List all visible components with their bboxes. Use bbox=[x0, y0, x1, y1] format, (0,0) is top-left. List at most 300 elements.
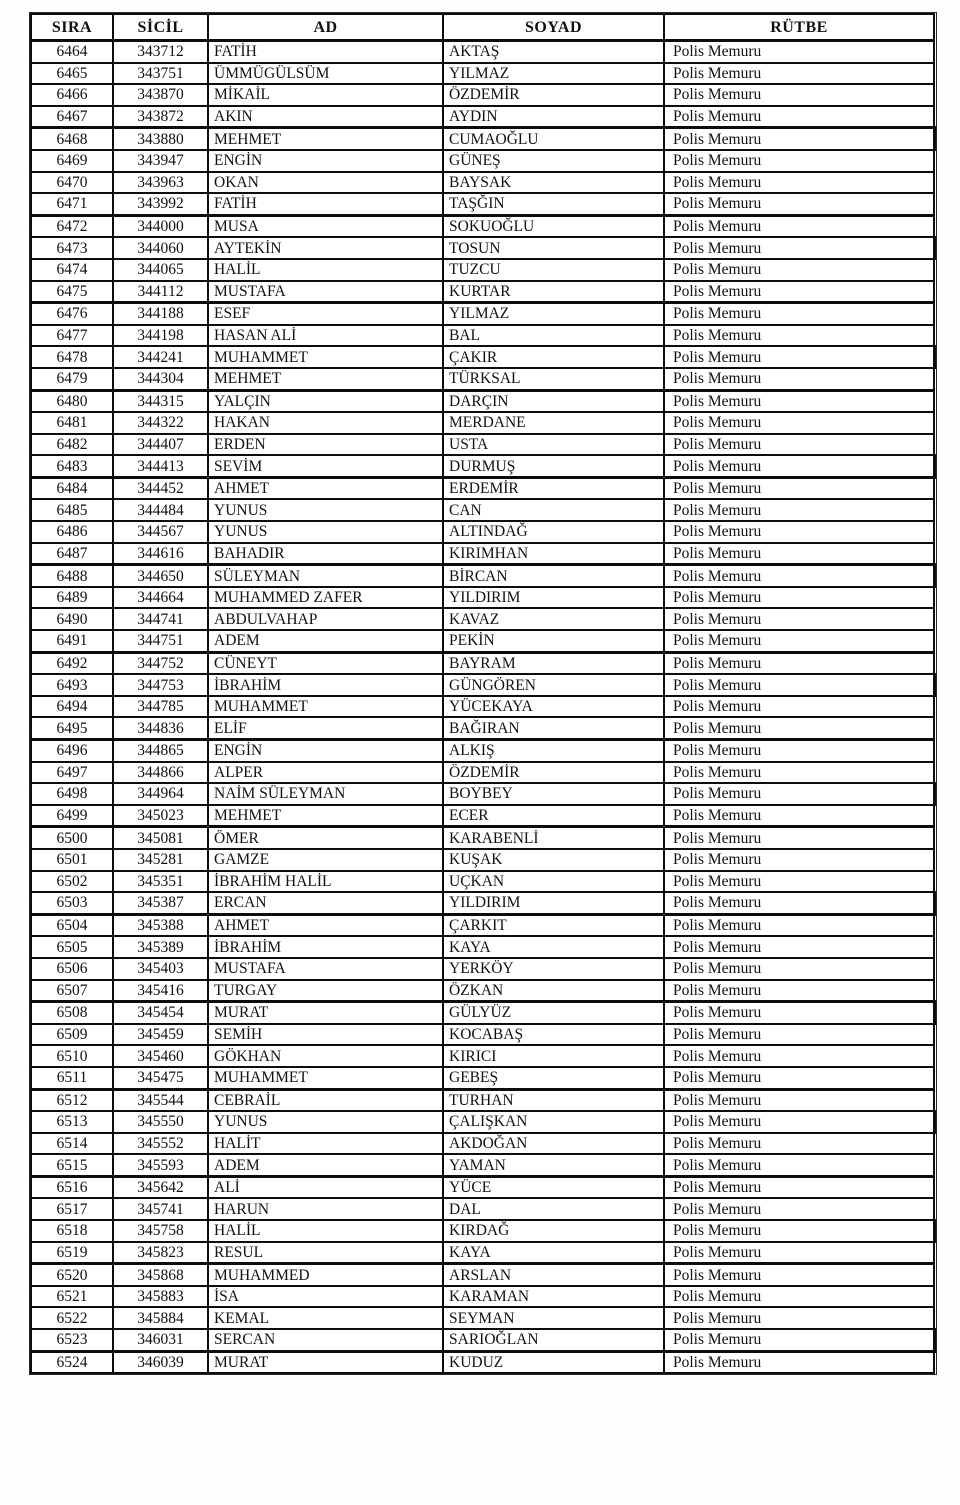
cell-ad: ABDULVAHAP bbox=[208, 608, 443, 630]
cell-sicil: 345883 bbox=[113, 1286, 208, 1308]
cell-rutbe: Polis Memuru bbox=[664, 346, 934, 368]
cell-soyad: TOSUN bbox=[443, 237, 664, 259]
table-row bbox=[31, 696, 934, 718]
cell-soyad: YILDIRIM bbox=[443, 587, 664, 609]
table-row bbox=[31, 1045, 934, 1067]
cell-sicil: 345544 bbox=[113, 1089, 208, 1111]
cell-ad: HALİL bbox=[208, 259, 443, 281]
cell-sira: 6500 bbox=[31, 827, 113, 849]
cell-soyad: KAVAZ bbox=[443, 608, 664, 630]
table-row bbox=[31, 1198, 934, 1220]
cell-soyad: KUŞAK bbox=[443, 849, 664, 871]
cell-rutbe: Polis Memuru bbox=[664, 1286, 934, 1308]
cell-soyad: USTA bbox=[443, 434, 664, 456]
cell-rutbe: Polis Memuru bbox=[664, 193, 934, 215]
cell-ad: SEVİM bbox=[208, 455, 443, 477]
cell-ad: MUHAMMET bbox=[208, 696, 443, 718]
personnel-roster-table bbox=[30, 13, 936, 1374]
cell-sicil: 345387 bbox=[113, 892, 208, 914]
table-row bbox=[31, 346, 934, 368]
cell-sira: 6489 bbox=[31, 587, 113, 609]
table-row bbox=[31, 1067, 934, 1089]
cell-rutbe: Polis Memuru bbox=[664, 1024, 934, 1046]
cell-rutbe: Polis Memuru bbox=[664, 1111, 934, 1133]
cell-sicil: 344065 bbox=[113, 259, 208, 281]
cell-sicil: 345550 bbox=[113, 1111, 208, 1133]
cell-sicil: 344188 bbox=[113, 303, 208, 325]
cell-sicil: 346031 bbox=[113, 1329, 208, 1351]
cell-sicil: 345475 bbox=[113, 1067, 208, 1089]
cell-sira: 6513 bbox=[31, 1111, 113, 1133]
cell-sicil: 345593 bbox=[113, 1154, 208, 1176]
cell-sicil: 344198 bbox=[113, 325, 208, 347]
cell-sira: 6516 bbox=[31, 1176, 113, 1198]
cell-rutbe: Polis Memuru bbox=[664, 172, 934, 194]
cell-ad: ÜMMÜGÜLSÜM bbox=[208, 63, 443, 85]
cell-soyad: KOCABAŞ bbox=[443, 1024, 664, 1046]
cell-ad: TURGAY bbox=[208, 980, 443, 1002]
cell-rutbe: Polis Memuru bbox=[664, 1329, 934, 1351]
table-row bbox=[31, 892, 934, 914]
cell-rutbe: Polis Memuru bbox=[664, 762, 934, 784]
cell-soyad: YILDIRIM bbox=[443, 892, 664, 914]
cell-sicil: 344452 bbox=[113, 477, 208, 499]
table-row bbox=[31, 412, 934, 434]
cell-rutbe: Polis Memuru bbox=[664, 1198, 934, 1220]
cell-rutbe: Polis Memuru bbox=[664, 237, 934, 259]
cell-sicil: 344753 bbox=[113, 674, 208, 696]
cell-sira: 6519 bbox=[31, 1242, 113, 1264]
cell-sira: 6481 bbox=[31, 412, 113, 434]
cell-ad: HALİT bbox=[208, 1133, 443, 1155]
cell-sira: 6501 bbox=[31, 849, 113, 871]
cell-sira: 6486 bbox=[31, 521, 113, 543]
cell-ad: MİKAİL bbox=[208, 84, 443, 106]
cell-sicil: 343947 bbox=[113, 150, 208, 172]
cell-ad: MUHAMMED ZAFER bbox=[208, 587, 443, 609]
cell-ad: ALİ bbox=[208, 1176, 443, 1198]
cell-ad: RESUL bbox=[208, 1242, 443, 1264]
cell-soyad: KAYA bbox=[443, 1242, 664, 1264]
cell-sira: 6472 bbox=[31, 215, 113, 237]
header-soyad: SOYAD bbox=[443, 14, 664, 41]
table-row bbox=[31, 521, 934, 543]
cell-sicil: 345403 bbox=[113, 958, 208, 980]
cell-rutbe: Polis Memuru bbox=[664, 674, 934, 696]
cell-ad: ENGİN bbox=[208, 740, 443, 762]
table-row bbox=[31, 608, 934, 630]
cell-ad: ALPER bbox=[208, 762, 443, 784]
cell-soyad: DARÇIN bbox=[443, 390, 664, 412]
cell-ad: YUNUS bbox=[208, 1111, 443, 1133]
table-row bbox=[31, 106, 934, 128]
cell-sira: 6518 bbox=[31, 1220, 113, 1242]
cell-sira: 6515 bbox=[31, 1154, 113, 1176]
cell-soyad: ERDEMİR bbox=[443, 477, 664, 499]
cell-sira: 6524 bbox=[31, 1351, 113, 1373]
table-row bbox=[31, 914, 934, 936]
cell-sicil: 344241 bbox=[113, 346, 208, 368]
cell-rutbe: Polis Memuru bbox=[664, 521, 934, 543]
cell-sicil: 344112 bbox=[113, 281, 208, 303]
cell-sicil: 345823 bbox=[113, 1242, 208, 1264]
cell-sicil: 345416 bbox=[113, 980, 208, 1002]
cell-ad: MURAT bbox=[208, 1351, 443, 1373]
cell-rutbe: Polis Memuru bbox=[664, 499, 934, 521]
cell-rutbe: Polis Memuru bbox=[664, 303, 934, 325]
table-row bbox=[31, 237, 934, 259]
cell-sira: 6509 bbox=[31, 1024, 113, 1046]
table-row bbox=[31, 1002, 934, 1024]
table-row bbox=[31, 434, 934, 456]
cell-ad: MUHAMMED bbox=[208, 1264, 443, 1286]
table-row bbox=[31, 958, 934, 980]
cell-sicil: 345388 bbox=[113, 914, 208, 936]
cell-ad: İSA bbox=[208, 1286, 443, 1308]
cell-rutbe: Polis Memuru bbox=[664, 608, 934, 630]
table-row bbox=[31, 565, 934, 587]
cell-rutbe: Polis Memuru bbox=[664, 936, 934, 958]
table-row bbox=[31, 172, 934, 194]
table-row bbox=[31, 1024, 934, 1046]
cell-sicil: 343963 bbox=[113, 172, 208, 194]
cell-soyad: TUZCU bbox=[443, 259, 664, 281]
cell-rutbe: Polis Memuru bbox=[664, 150, 934, 172]
cell-ad: ELİF bbox=[208, 717, 443, 739]
cell-sira: 6470 bbox=[31, 172, 113, 194]
cell-sira: 6508 bbox=[31, 1002, 113, 1024]
cell-sira: 6468 bbox=[31, 128, 113, 150]
cell-ad: SÜLEYMAN bbox=[208, 565, 443, 587]
cell-sicil: 344304 bbox=[113, 368, 208, 390]
cell-ad: MUSTAFA bbox=[208, 281, 443, 303]
cell-rutbe: Polis Memuru bbox=[664, 41, 934, 63]
table-row bbox=[31, 1264, 934, 1286]
cell-soyad: BAYSAK bbox=[443, 172, 664, 194]
header-ad: AD bbox=[208, 14, 443, 41]
table-row bbox=[31, 477, 934, 499]
header-sira: SIRA bbox=[31, 14, 113, 41]
cell-sicil: 344752 bbox=[113, 652, 208, 674]
table-row bbox=[31, 390, 934, 412]
cell-rutbe: Polis Memuru bbox=[664, 1089, 934, 1111]
cell-sicil: 344484 bbox=[113, 499, 208, 521]
cell-rutbe: Polis Memuru bbox=[664, 805, 934, 827]
cell-sira: 6511 bbox=[31, 1067, 113, 1089]
table-row bbox=[31, 783, 934, 805]
cell-sicil: 345389 bbox=[113, 936, 208, 958]
cell-ad: HAKAN bbox=[208, 412, 443, 434]
cell-soyad: UÇKAN bbox=[443, 871, 664, 893]
cell-rutbe: Polis Memuru bbox=[664, 368, 934, 390]
cell-sicil: 343751 bbox=[113, 63, 208, 85]
cell-sira: 6506 bbox=[31, 958, 113, 980]
cell-rutbe: Polis Memuru bbox=[664, 1002, 934, 1024]
cell-sira: 6467 bbox=[31, 106, 113, 128]
cell-rutbe: Polis Memuru bbox=[664, 696, 934, 718]
cell-rutbe: Polis Memuru bbox=[664, 892, 934, 914]
cell-soyad: YÜCEKAYA bbox=[443, 696, 664, 718]
cell-rutbe: Polis Memuru bbox=[664, 1264, 934, 1286]
table-row bbox=[31, 762, 934, 784]
cell-rutbe: Polis Memuru bbox=[664, 630, 934, 652]
cell-sicil: 344616 bbox=[113, 543, 208, 565]
table-row bbox=[31, 740, 934, 762]
cell-ad: AHMET bbox=[208, 914, 443, 936]
cell-soyad: KURTAR bbox=[443, 281, 664, 303]
table-row bbox=[31, 805, 934, 827]
cell-soyad: BAĞIRAN bbox=[443, 717, 664, 739]
cell-sira: 6477 bbox=[31, 325, 113, 347]
cell-soyad: GÜNGÖREN bbox=[443, 674, 664, 696]
cell-sicil: 344865 bbox=[113, 740, 208, 762]
table-row bbox=[31, 1286, 934, 1308]
cell-soyad: KAYA bbox=[443, 936, 664, 958]
cell-ad: ERCAN bbox=[208, 892, 443, 914]
cell-soyad: DAL bbox=[443, 1198, 664, 1220]
cell-sira: 6469 bbox=[31, 150, 113, 172]
cell-soyad: ÖZDEMİR bbox=[443, 84, 664, 106]
cell-sira: 6465 bbox=[31, 63, 113, 85]
table-row bbox=[31, 368, 934, 390]
cell-sira: 6523 bbox=[31, 1329, 113, 1351]
cell-sira: 6494 bbox=[31, 696, 113, 718]
table-row bbox=[31, 1307, 934, 1329]
cell-soyad: TAŞĞIN bbox=[443, 193, 664, 215]
cell-soyad: GÜLYÜZ bbox=[443, 1002, 664, 1024]
cell-ad: MEHMET bbox=[208, 128, 443, 150]
cell-sicil: 343992 bbox=[113, 193, 208, 215]
cell-sicil: 345023 bbox=[113, 805, 208, 827]
cell-rutbe: Polis Memuru bbox=[664, 412, 934, 434]
cell-rutbe: Polis Memuru bbox=[664, 281, 934, 303]
cell-rutbe: Polis Memuru bbox=[664, 390, 934, 412]
cell-sicil: 345741 bbox=[113, 1198, 208, 1220]
cell-soyad: ÇARKIT bbox=[443, 914, 664, 936]
table-row bbox=[31, 150, 934, 172]
cell-ad: MUHAMMET bbox=[208, 346, 443, 368]
cell-soyad: ARSLAN bbox=[443, 1264, 664, 1286]
cell-rutbe: Polis Memuru bbox=[664, 259, 934, 281]
cell-ad: MUSTAFA bbox=[208, 958, 443, 980]
cell-ad: MEHMET bbox=[208, 368, 443, 390]
cell-soyad: YILMAZ bbox=[443, 303, 664, 325]
cell-sira: 6503 bbox=[31, 892, 113, 914]
table-row bbox=[31, 455, 934, 477]
table-row bbox=[31, 717, 934, 739]
personnel-roster-table-container bbox=[30, 13, 933, 1374]
cell-sira: 6488 bbox=[31, 565, 113, 587]
cell-sira: 6480 bbox=[31, 390, 113, 412]
cell-sicil: 345351 bbox=[113, 871, 208, 893]
cell-soyad: TURHAN bbox=[443, 1089, 664, 1111]
cell-ad: HASAN ALİ bbox=[208, 325, 443, 347]
table-row bbox=[31, 193, 934, 215]
cell-sira: 6482 bbox=[31, 434, 113, 456]
cell-ad: SERCAN bbox=[208, 1329, 443, 1351]
cell-sira: 6490 bbox=[31, 608, 113, 630]
cell-sicil: 343870 bbox=[113, 84, 208, 106]
cell-ad: AKIN bbox=[208, 106, 443, 128]
cell-ad: FATİH bbox=[208, 193, 443, 215]
cell-ad: FATİH bbox=[208, 41, 443, 63]
cell-soyad: MERDANE bbox=[443, 412, 664, 434]
cell-sicil: 343872 bbox=[113, 106, 208, 128]
cell-sicil: 344964 bbox=[113, 783, 208, 805]
cell-rutbe: Polis Memuru bbox=[664, 1220, 934, 1242]
cell-sira: 6487 bbox=[31, 543, 113, 565]
table-row bbox=[31, 128, 934, 150]
cell-ad: ÖMER bbox=[208, 827, 443, 849]
cell-soyad: YÜCE bbox=[443, 1176, 664, 1198]
cell-rutbe: Polis Memuru bbox=[664, 477, 934, 499]
cell-ad: CÜNEYT bbox=[208, 652, 443, 674]
cell-sicil: 344741 bbox=[113, 608, 208, 630]
cell-soyad: AKDOĞAN bbox=[443, 1133, 664, 1155]
cell-sira: 6476 bbox=[31, 303, 113, 325]
cell-rutbe: Polis Memuru bbox=[664, 63, 934, 85]
cell-ad: İBRAHİM bbox=[208, 674, 443, 696]
cell-ad: HARUN bbox=[208, 1198, 443, 1220]
cell-sicil: 344407 bbox=[113, 434, 208, 456]
cell-sira: 6510 bbox=[31, 1045, 113, 1067]
cell-sira: 6485 bbox=[31, 499, 113, 521]
table-header bbox=[31, 14, 934, 41]
cell-sicil: 344000 bbox=[113, 215, 208, 237]
table-row bbox=[31, 259, 934, 281]
cell-ad: MEHMET bbox=[208, 805, 443, 827]
table-row bbox=[31, 849, 934, 871]
table-row bbox=[31, 827, 934, 849]
cell-sira: 6479 bbox=[31, 368, 113, 390]
cell-sira: 6478 bbox=[31, 346, 113, 368]
cell-rutbe: Polis Memuru bbox=[664, 980, 934, 1002]
cell-soyad: KIRDAĞ bbox=[443, 1220, 664, 1242]
cell-ad: GAMZE bbox=[208, 849, 443, 871]
cell-ad: KEMAL bbox=[208, 1307, 443, 1329]
cell-ad: YUNUS bbox=[208, 499, 443, 521]
table-row bbox=[31, 1176, 934, 1198]
cell-ad: YALÇIN bbox=[208, 390, 443, 412]
cell-rutbe: Polis Memuru bbox=[664, 565, 934, 587]
cell-soyad: CAN bbox=[443, 499, 664, 521]
table-row bbox=[31, 281, 934, 303]
cell-sira: 6505 bbox=[31, 936, 113, 958]
cell-ad: ENGİN bbox=[208, 150, 443, 172]
cell-soyad: ÖZDEMİR bbox=[443, 762, 664, 784]
cell-ad: MUSA bbox=[208, 215, 443, 237]
cell-sicil: 346039 bbox=[113, 1351, 208, 1373]
cell-sicil: 345868 bbox=[113, 1264, 208, 1286]
cell-sicil: 344567 bbox=[113, 521, 208, 543]
cell-ad: SEMİH bbox=[208, 1024, 443, 1046]
cell-sira: 6473 bbox=[31, 237, 113, 259]
cell-sicil: 344315 bbox=[113, 390, 208, 412]
cell-sicil: 344322 bbox=[113, 412, 208, 434]
cell-sira: 6496 bbox=[31, 740, 113, 762]
cell-sira: 6492 bbox=[31, 652, 113, 674]
header-sicil: SİCİL bbox=[113, 14, 208, 41]
cell-sicil: 345758 bbox=[113, 1220, 208, 1242]
cell-ad: MURAT bbox=[208, 1002, 443, 1024]
cell-sicil: 344664 bbox=[113, 587, 208, 609]
cell-ad: YUNUS bbox=[208, 521, 443, 543]
cell-rutbe: Polis Memuru bbox=[664, 106, 934, 128]
cell-sicil: 344650 bbox=[113, 565, 208, 587]
cell-rutbe: Polis Memuru bbox=[664, 587, 934, 609]
cell-ad: OKAN bbox=[208, 172, 443, 194]
cell-sicil: 344866 bbox=[113, 762, 208, 784]
cell-soyad: ÖZKAN bbox=[443, 980, 664, 1002]
cell-rutbe: Polis Memuru bbox=[664, 455, 934, 477]
cell-sicil: 344751 bbox=[113, 630, 208, 652]
cell-sira: 6493 bbox=[31, 674, 113, 696]
table-row bbox=[31, 1111, 934, 1133]
cell-sira: 6522 bbox=[31, 1307, 113, 1329]
cell-sira: 6514 bbox=[31, 1133, 113, 1155]
cell-ad: NAİM SÜLEYMAN bbox=[208, 783, 443, 805]
cell-ad: ERDEN bbox=[208, 434, 443, 456]
cell-sicil: 343880 bbox=[113, 128, 208, 150]
cell-sicil: 345552 bbox=[113, 1133, 208, 1155]
cell-sira: 6502 bbox=[31, 871, 113, 893]
cell-sicil: 344785 bbox=[113, 696, 208, 718]
table-row bbox=[31, 871, 934, 893]
table-body bbox=[31, 41, 934, 1374]
table-row bbox=[31, 325, 934, 347]
table-row bbox=[31, 652, 934, 674]
cell-sicil: 345281 bbox=[113, 849, 208, 871]
cell-ad: HALİL bbox=[208, 1220, 443, 1242]
cell-ad: CEBRAİL bbox=[208, 1089, 443, 1111]
table-row bbox=[31, 499, 934, 521]
cell-ad: GÖKHAN bbox=[208, 1045, 443, 1067]
cell-sicil: 345454 bbox=[113, 1002, 208, 1024]
table-row bbox=[31, 84, 934, 106]
cell-ad: ADEM bbox=[208, 630, 443, 652]
table-row bbox=[31, 980, 934, 1002]
cell-soyad: ÇAKIR bbox=[443, 346, 664, 368]
cell-soyad: GÜNEŞ bbox=[443, 150, 664, 172]
cell-rutbe: Polis Memuru bbox=[664, 128, 934, 150]
cell-soyad: KIRICI bbox=[443, 1045, 664, 1067]
cell-sira: 6504 bbox=[31, 914, 113, 936]
cell-sira: 6466 bbox=[31, 84, 113, 106]
table-row bbox=[31, 543, 934, 565]
cell-sira: 6512 bbox=[31, 1089, 113, 1111]
cell-sira: 6499 bbox=[31, 805, 113, 827]
table-row bbox=[31, 1242, 934, 1264]
cell-soyad: KIRIMHAN bbox=[443, 543, 664, 565]
cell-sira: 6507 bbox=[31, 980, 113, 1002]
cell-soyad: SARIOĞLAN bbox=[443, 1329, 664, 1351]
cell-soyad: CUMAOĞLU bbox=[443, 128, 664, 150]
table-row bbox=[31, 1220, 934, 1242]
cell-sira: 6464 bbox=[31, 41, 113, 63]
cell-rutbe: Polis Memuru bbox=[664, 543, 934, 565]
cell-ad: İBRAHİM bbox=[208, 936, 443, 958]
cell-rutbe: Polis Memuru bbox=[664, 325, 934, 347]
cell-sicil: 344060 bbox=[113, 237, 208, 259]
cell-soyad: SEYMAN bbox=[443, 1307, 664, 1329]
table-row bbox=[31, 1089, 934, 1111]
cell-sicil: 345642 bbox=[113, 1176, 208, 1198]
cell-rutbe: Polis Memuru bbox=[664, 1307, 934, 1329]
cell-ad: ADEM bbox=[208, 1154, 443, 1176]
cell-rutbe: Polis Memuru bbox=[664, 914, 934, 936]
cell-ad: AHMET bbox=[208, 477, 443, 499]
cell-rutbe: Polis Memuru bbox=[664, 215, 934, 237]
